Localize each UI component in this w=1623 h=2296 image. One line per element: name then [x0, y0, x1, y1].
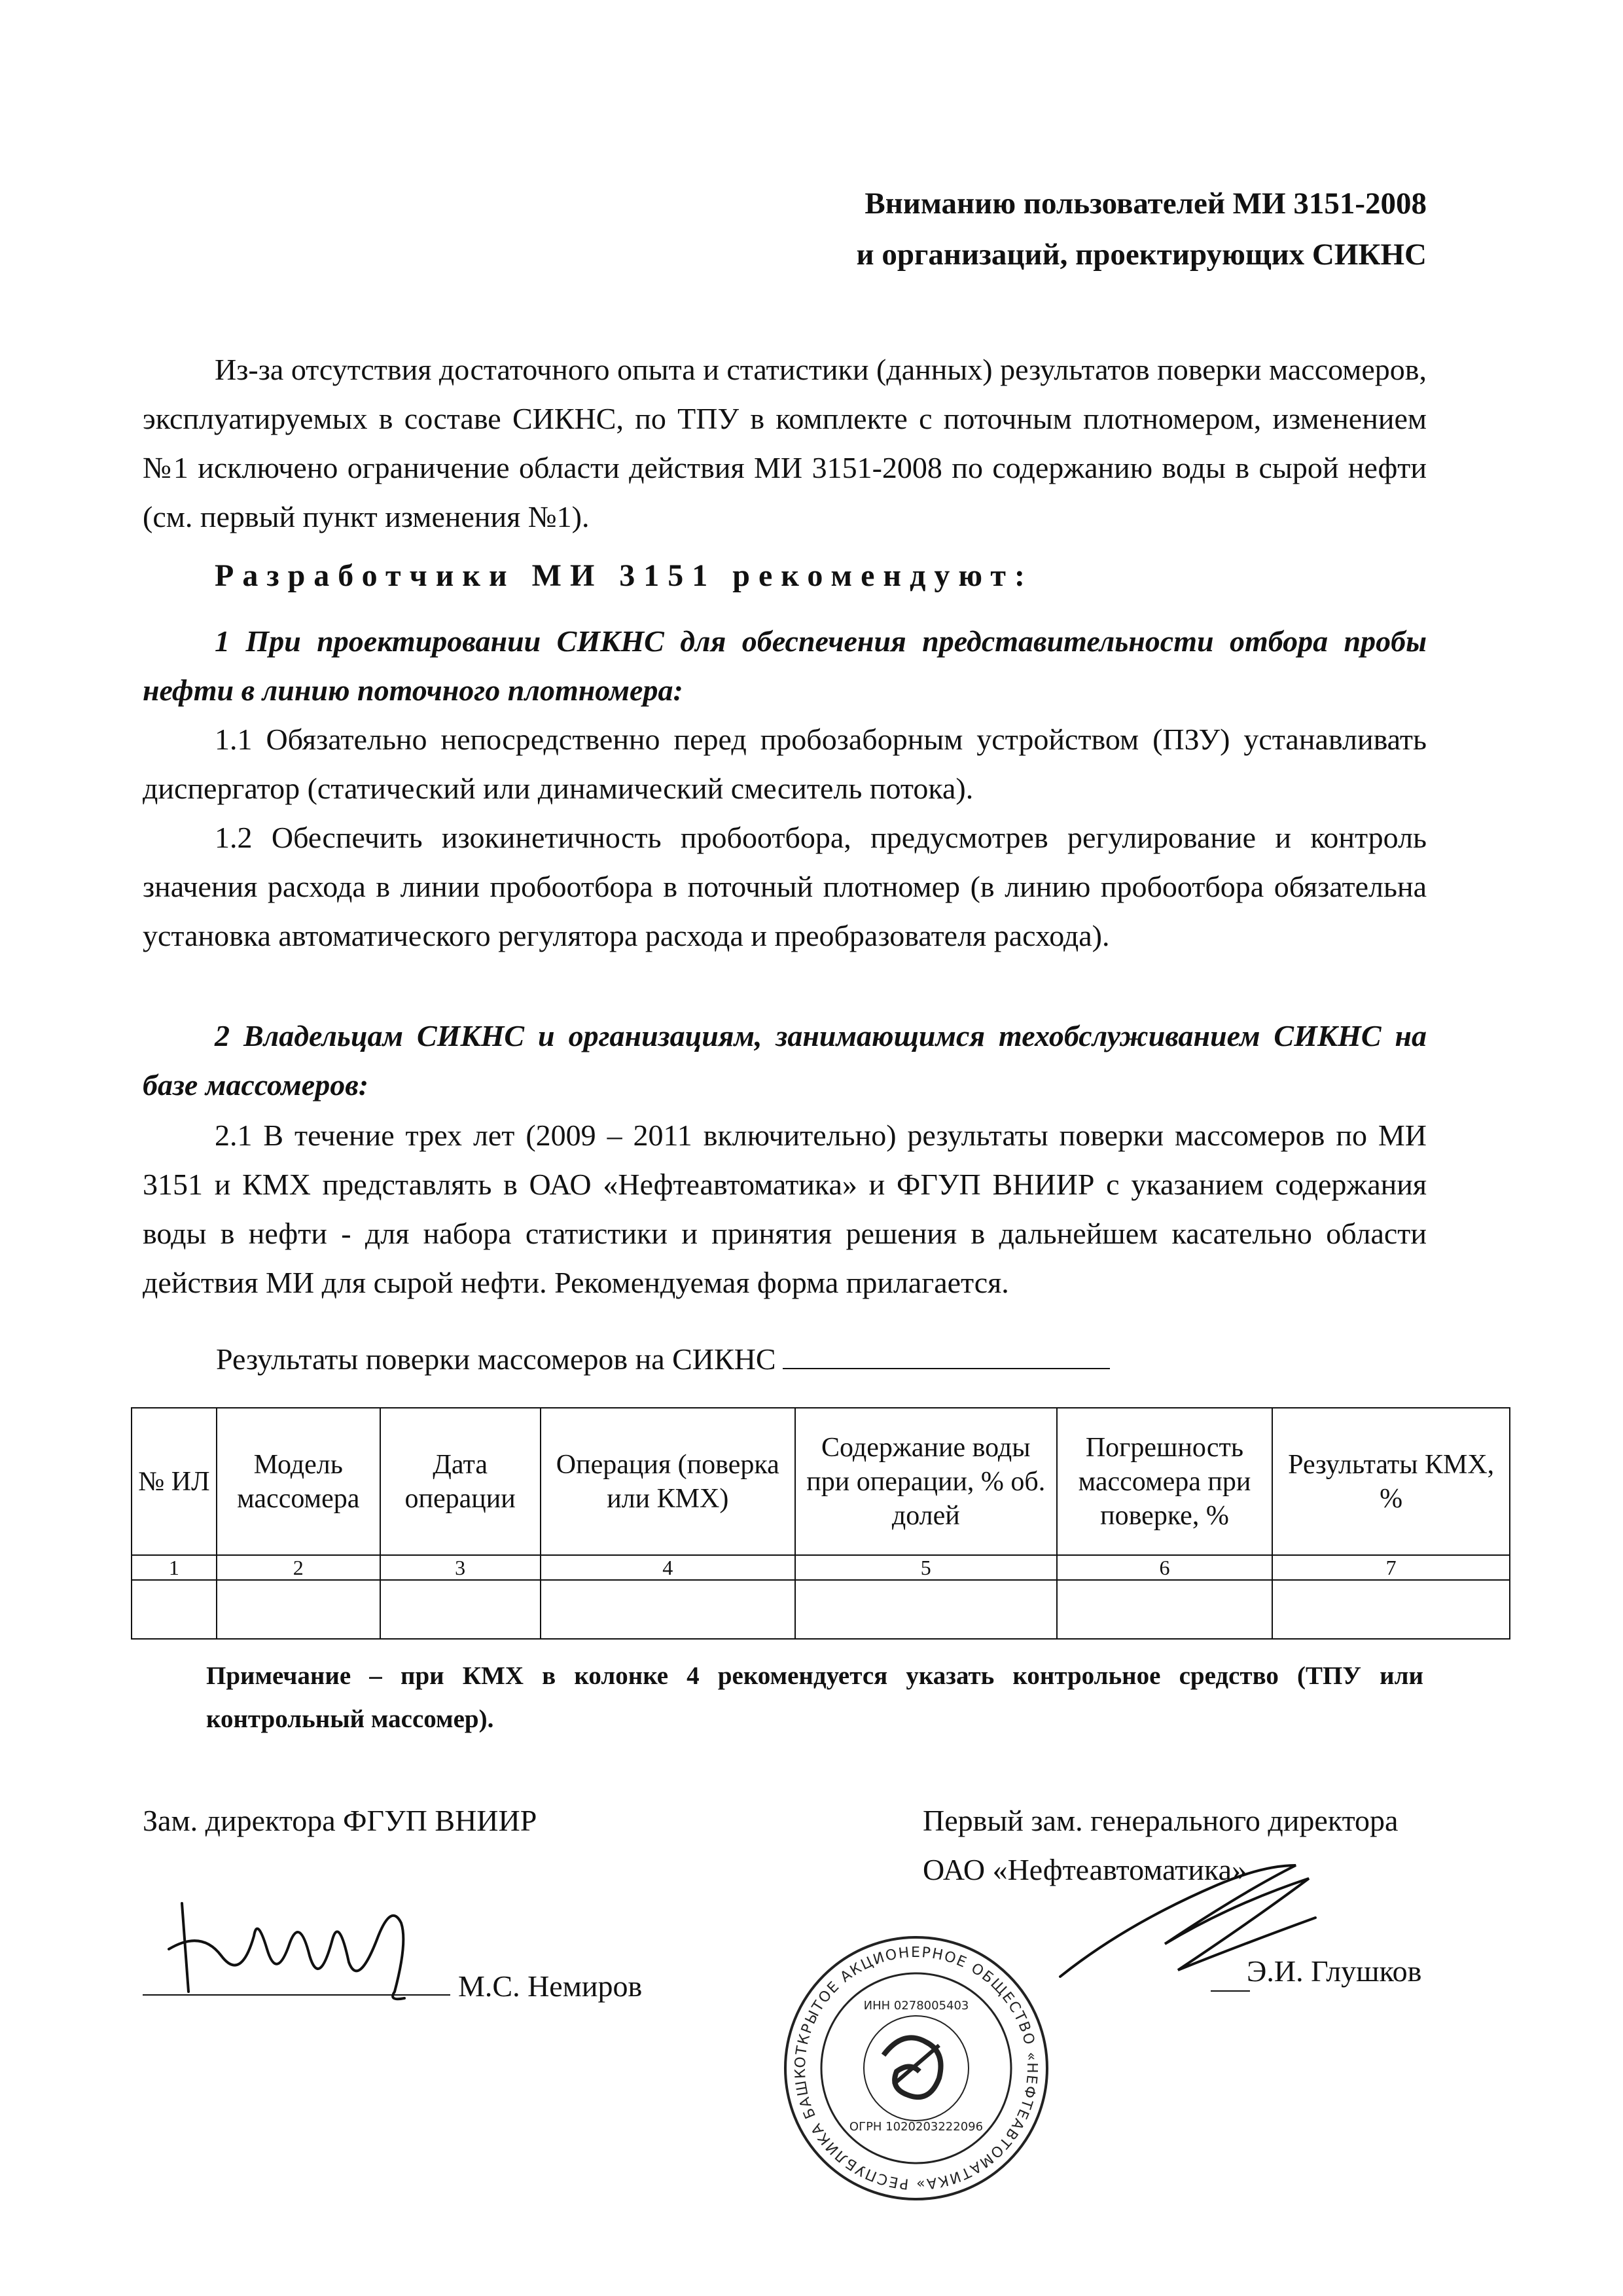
- official-seal: [779, 1931, 1054, 2209]
- section1-item2: 1.2 Обеспечить изокинетичность пробоотбора, предусмотрев регулирование и контроль значения расхода в линии пробоотбора в поточный плотномер (в линию пробоотбора обязательна установка автоматического регулятора расхода и преобразователя расхода).: [143, 821, 1427, 952]
- table-note: Примечание – при КМХ в колонке 4 рекомендуется указать контрольное средство (ТПУ или контрольный массомер).: [206, 1662, 1423, 1733]
- empty-cell: [1272, 1580, 1510, 1639]
- table-caption: [216, 1342, 1110, 1376]
- intro-paragraph: Из-за отсутствия достаточного опыта и статистики (данных) результатов поверки массомеров, эксплуатируемых в составе СИКНС, по ТПУ в комплекте с поточным плотномером, изменением №1 исключено ограничение области действия МИ 3151-2008 по содержанию воды в сырой нефти (см. первый пункт изменения №1).: [143, 353, 1427, 533]
- header-cell: Результаты КМХ, %: [1272, 1408, 1510, 1555]
- right-signer-title-1: Первый зам. генерального директора: [923, 1804, 1399, 1837]
- empty-cell: [217, 1580, 380, 1639]
- empty-cell: [132, 1580, 217, 1639]
- column-number: 5: [795, 1555, 1057, 1580]
- column-number: 2: [217, 1555, 380, 1580]
- table-header-row: [132, 1408, 1510, 1555]
- section2-title: 2 Владельцам СИКНС и организациям, занимающимся техобслуживанием СИКНС на базе массомеров:: [143, 1019, 1427, 1102]
- svg-text:ИНН 0278005403: ИНН 0278005403: [863, 1999, 969, 2013]
- left-signer-name: М.С. Немиров: [458, 1969, 643, 2003]
- right-signer-title-2: ОАО «Нефтеавтоматика»: [923, 1853, 1247, 1886]
- column-number: 1: [132, 1555, 217, 1580]
- left-signature-graphic: [143, 1877, 450, 2008]
- header-cell: Операция (поверка или КМХ): [541, 1408, 795, 1555]
- empty-cell: [795, 1580, 1057, 1639]
- header-cell: № ИЛ: [132, 1408, 217, 1555]
- svg-text:ОГРН 1020203222096: ОГРН 1020203222096: [849, 2120, 984, 2134]
- header-cell: Модель массомера: [217, 1408, 380, 1555]
- caption-blank-line: [783, 1342, 1110, 1369]
- empty-cell: [541, 1580, 795, 1639]
- left-signer-title: Зам. директора ФГУП ВНИИР: [143, 1804, 537, 1837]
- svg-text:ОТКРЫТОЕ АКЦИОНЕРНОЕ ОБЩЕСТВО: ОТКРЫТОЕ АКЦИОНЕРНОЕ ОБЩЕСТВО «НЕФТЕАВТОМАТИКА» РЕСПУБЛИКА БАШК: [792, 1944, 1041, 2193]
- right-signer-name: Э.И. Глушков: [1247, 1954, 1422, 1988]
- header-cell: Содержание воды при операции, % об. долей: [795, 1408, 1057, 1555]
- header-cell: Погрешность массомера при поверке, %: [1057, 1408, 1273, 1555]
- section1-item1: 1.1 Обязательно непосредственно перед пробозаборным устройством (ПЗУ) устанавливать диспергатор (статический или динамический смеситель потока).: [143, 723, 1427, 805]
- column-number: 3: [380, 1555, 541, 1580]
- header-cell: Дата операции: [380, 1408, 541, 1555]
- section1-title: 1 При проектировании СИКНС для обеспечения представительности отбора пробы нефти в линию поточного плотномера:: [143, 624, 1427, 707]
- table-number-row: [132, 1555, 1510, 1580]
- document-title: [857, 178, 1427, 280]
- results-table: [131, 1407, 1510, 1640]
- column-number: 4: [541, 1555, 795, 1580]
- table-caption-text: Результаты поверки массомеров на СИКНС: [216, 1342, 776, 1376]
- recommend-heading: Разработчики МИ 3151 рекомендуют:: [215, 558, 1033, 593]
- section2-item1: 2.1 В течение трех лет (2009 – 2011 включительно) результаты поверки массомеров по МИ 3151 и КМХ представлять в ОАО «Нефтеавтоматика» и ФГУП ВНИИР с указанием содержания воды в нефти - для набора статистики и принятия решения в дальнейшем касательно области действия МИ для сырой нефти. Рекомендуемая форма прилагается.: [143, 1119, 1427, 1299]
- column-number: 6: [1057, 1555, 1273, 1580]
- empty-cell: [380, 1580, 541, 1639]
- title-line-2: и организаций, проектирующих СИКНС: [856, 238, 1427, 272]
- column-number: 7: [1272, 1555, 1510, 1580]
- table-empty-row: [132, 1580, 1510, 1639]
- title-line-1: Вниманию пользователей МИ 3151-2008: [865, 187, 1427, 221]
- empty-cell: [1057, 1580, 1273, 1639]
